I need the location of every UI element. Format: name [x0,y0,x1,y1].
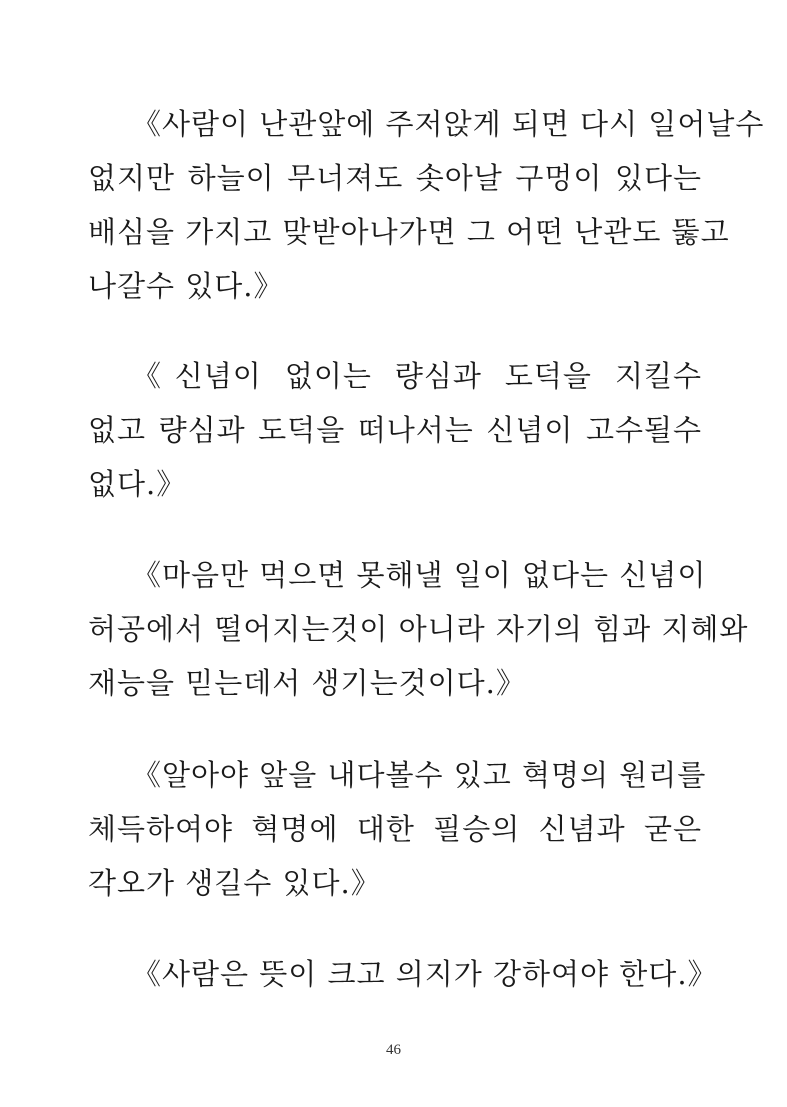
paragraph-5 [88,947,718,1001]
text-line: 체득하여야 혁명에 대한 필승의 신념과 굳은 [88,812,702,846]
text-line: 없다.》 [88,467,187,501]
page-number: 46 [386,1042,401,1058]
text-line: 나갈수 있다.》 [88,269,284,303]
paragraph-2 [88,349,702,511]
text-line: 재능을 믿는데서 생기는것이다.》 [88,666,526,700]
text-line: 없지만 하늘이 무너져도 솟아날 구멍이 있다는 [88,161,702,195]
text-line: 없고 량심과 도덕을 떠나서는 신념이 고수될수 [88,413,702,447]
text-line: 《마음만 먹으면 못해낼 일이 없다는 신념이 [132,558,707,592]
paragraph-4 [88,748,707,910]
text-line: 《사람은 뜻이 크고 의지가 강하여야 한다.》 [132,957,718,991]
text-line: 《사람이 난관앞에 주저앉게 되면 다시 일어날수 [132,107,765,141]
text-line: 허공에서 떨어지는것이 아니라 자기의 힘과 지혜와 [88,612,749,646]
text-line: 《신념이 없이는 량심과 도덕을 지킬수 [132,359,702,393]
text-line: 《알아야 앞을 내다볼수 있고 혁명의 원리를 [132,758,707,792]
paragraph-3 [88,548,749,710]
paragraph-1 [88,97,765,313]
text-line: 배심을 가지고 맞받아나가면 그 어떤 난관도 뚫고 [88,215,730,249]
text-line: 각오가 생길수 있다.》 [88,866,381,900]
